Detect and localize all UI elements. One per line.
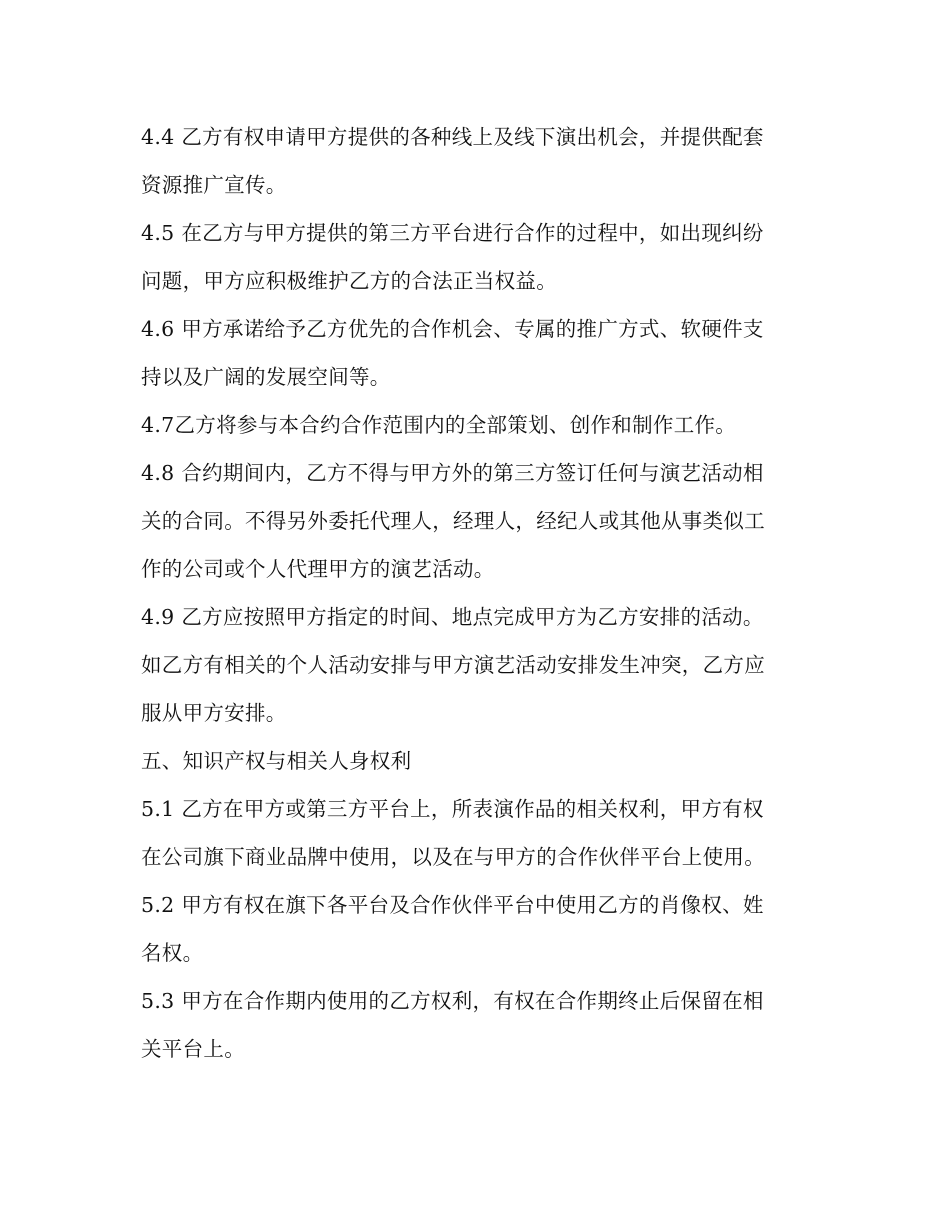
section-5-heading: 五、知识产权与相关人身权利 bbox=[141, 749, 412, 773]
clause-4-5-line-2: 问题，甲方应积极维护乙方的合法正当权益。 bbox=[141, 269, 557, 293]
clause-4-8-line-2: 关的合同。不得另外委托代理人，经理人，经纪人或其他从事类似工 bbox=[141, 509, 765, 533]
clause-4-4-line-1: 4.4 乙方有权申请甲方提供的各种线上及线下演出机会，并提供配套 bbox=[141, 125, 764, 149]
clause-5-2-line-2: 名权。 bbox=[141, 941, 204, 965]
clause-4-7-line-1: 4.7乙方将参与本合约合作范围内的全部策划、创作和制作工作。 bbox=[141, 413, 737, 437]
clause-5-1-line-2: 在公司旗下商业品牌中使用，以及在与甲方的合作伙伴平台上使用。 bbox=[141, 845, 765, 869]
clause-4-6-line-1: 4.6 甲方承诺给予乙方优先的合作机会、专属的推广方式、软硬件支 bbox=[141, 317, 764, 341]
clause-4-9-line-3: 服从甲方安排。 bbox=[141, 701, 287, 725]
clause-5-3-line-1: 5.3 甲方在合作期内使用的乙方权利，有权在合作期终止后保留在相 bbox=[141, 989, 764, 1013]
clause-4-9-line-1: 4.9 乙方应按照甲方指定的时间、地点完成甲方为乙方安排的活动。 bbox=[141, 605, 764, 629]
clause-5-2-line-1: 5.2 甲方有权在旗下各平台及合作伙伴平台中使用乙方的肖像权、姓 bbox=[141, 893, 764, 917]
clause-5-1-line-1: 5.1 乙方在甲方或第三方平台上，所表演作品的相关权利，甲方有权 bbox=[141, 797, 764, 821]
clause-4-8-line-1: 4.8 合约期间内，乙方不得与甲方外的第三方签订任何与演艺活动相 bbox=[141, 461, 764, 485]
clause-4-9-line-2: 如乙方有相关的个人活动安排与甲方演艺活动安排发生冲突，乙方应 bbox=[141, 653, 765, 677]
clause-4-4-line-2: 资源推广宣传。 bbox=[141, 173, 287, 197]
document-body bbox=[141, 119, 801, 1079]
clause-4-8-line-3: 作的公司或个人代理甲方的演艺活动。 bbox=[141, 557, 495, 581]
clause-4-6-line-2: 持以及广阔的发展空间等。 bbox=[141, 365, 391, 389]
clause-5-3-line-2: 关平台上。 bbox=[141, 1037, 245, 1061]
clause-4-5-line-1: 4.5 在乙方与甲方提供的第三方平台进行合作的过程中，如出现纠纷 bbox=[141, 221, 764, 245]
